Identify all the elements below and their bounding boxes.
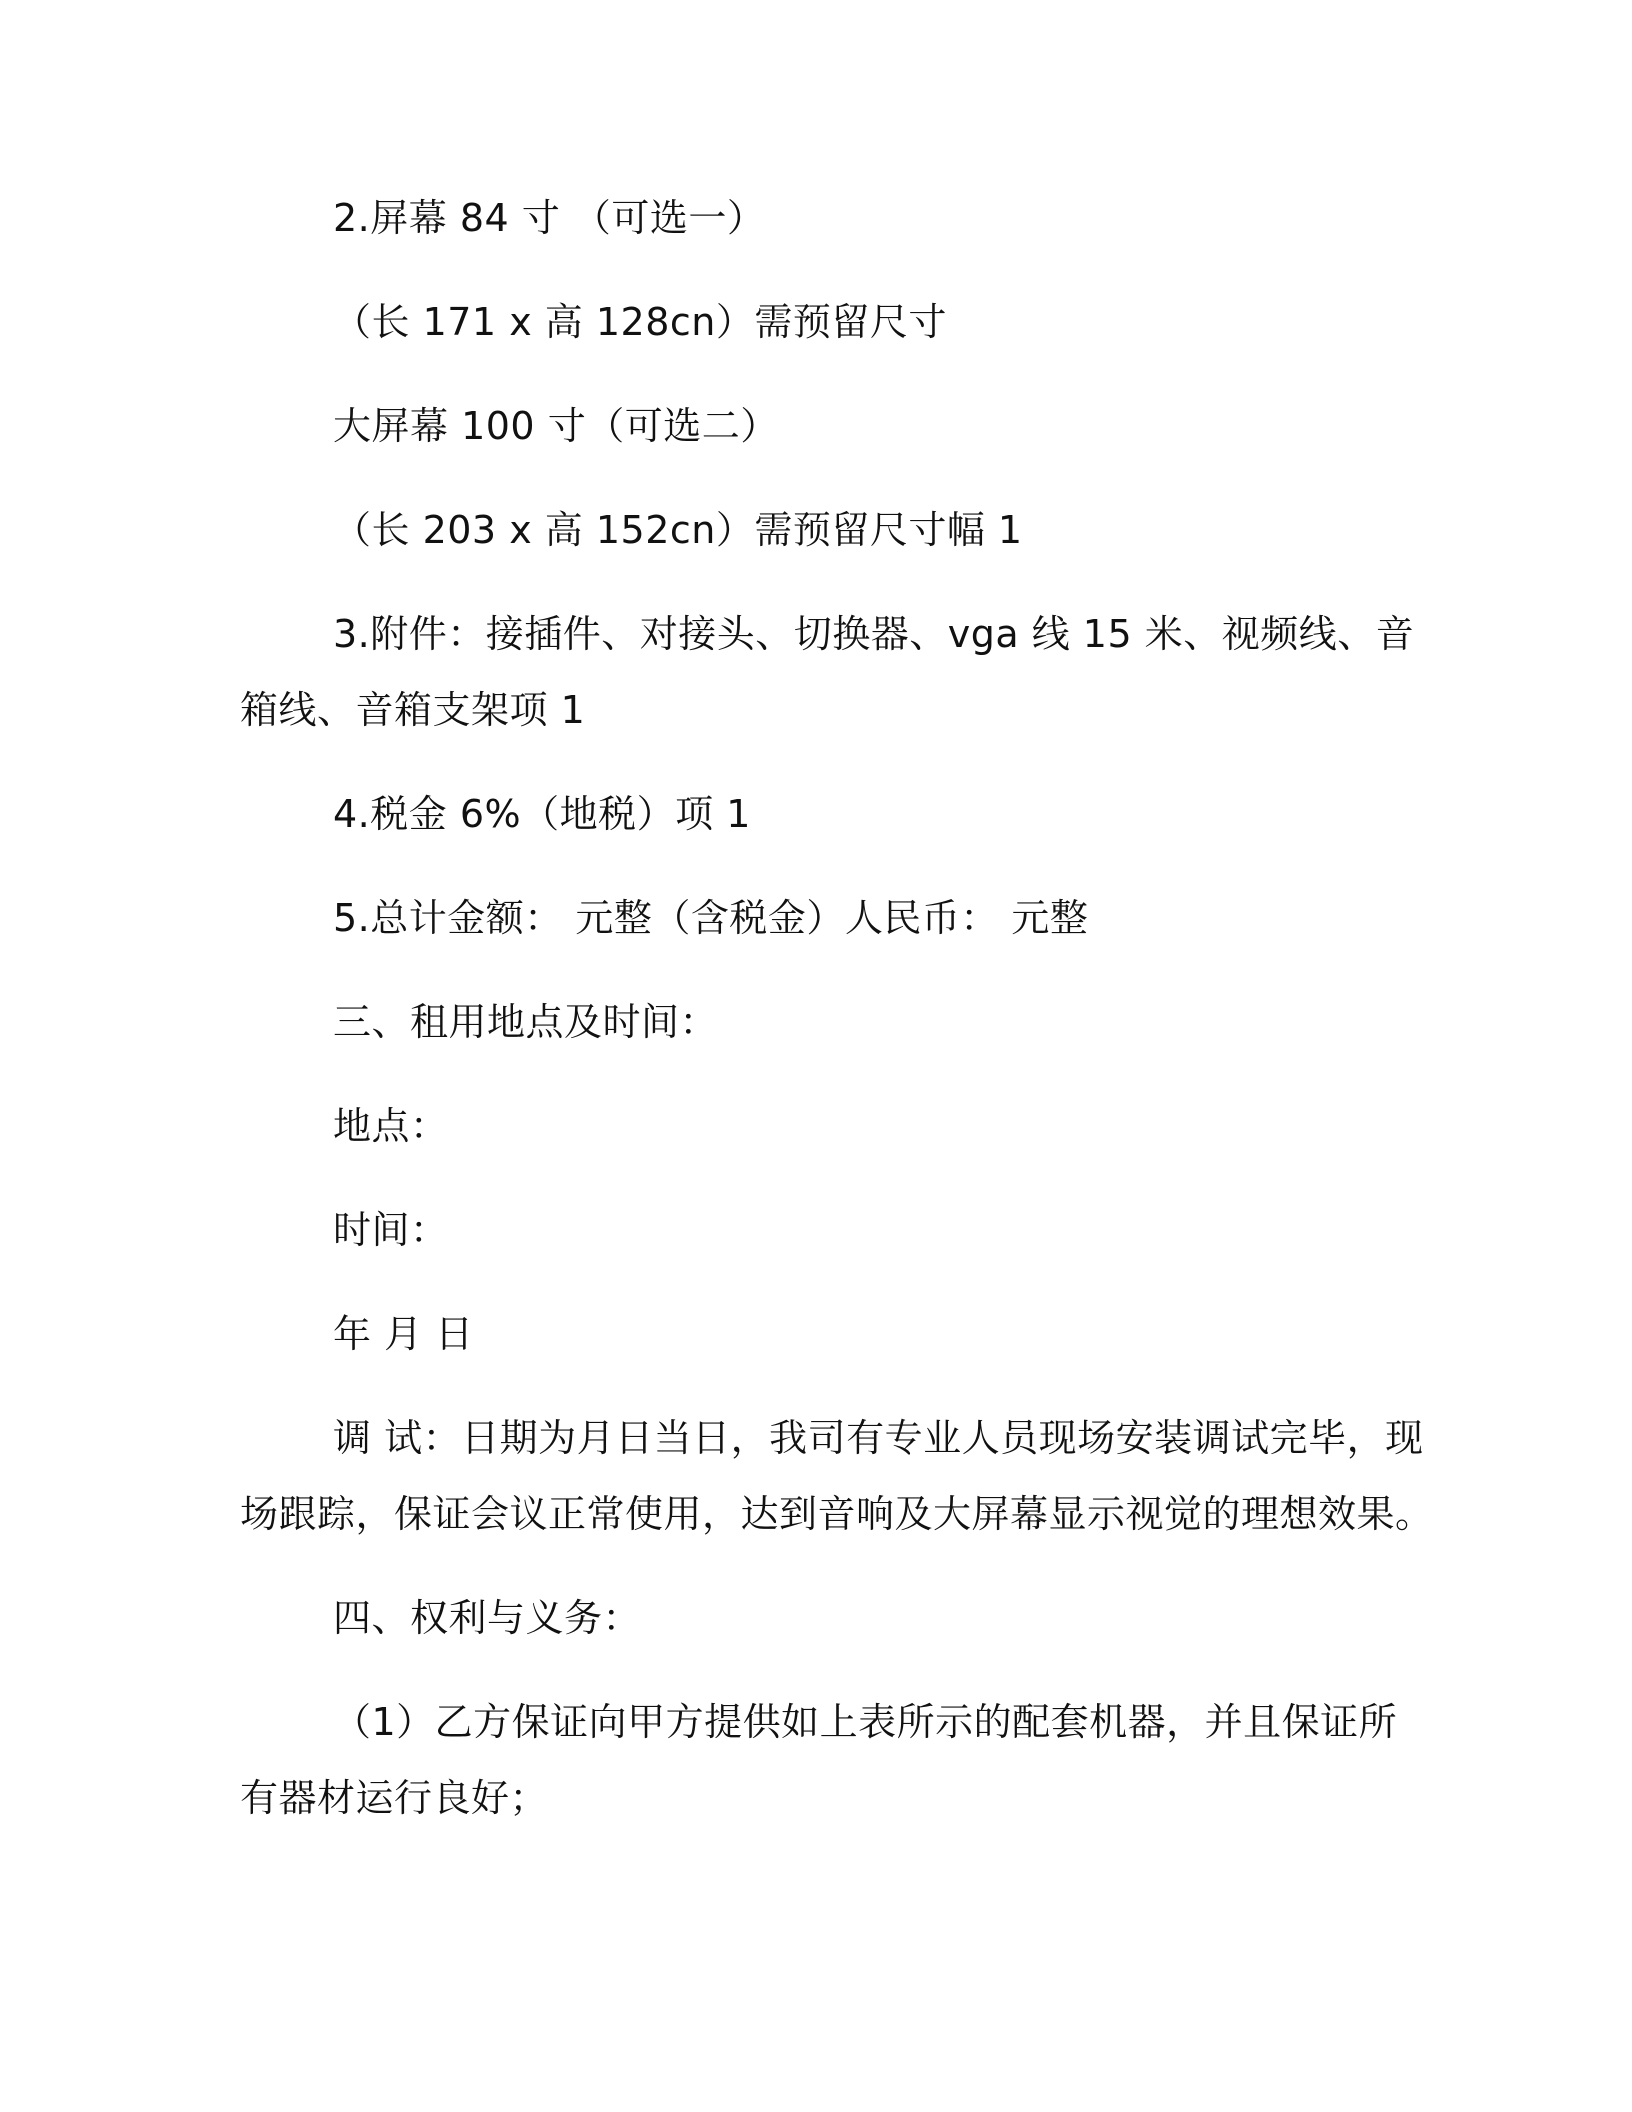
section-3-heading: 三、租用地点及时间： (333, 1000, 719, 1044)
section-4-heading: 四、权利与义务： (333, 1596, 642, 1640)
item-2-size-100: （长 203 x 高 152cn）需预留尺寸幅 1 (333, 508, 1023, 552)
location-label: 地点： (333, 1104, 449, 1148)
item-2-screen-84: 2.屏幕 84 寸 （可选一） (333, 196, 766, 240)
debug-paragraph-line2: 场跟踪，保证会议正常使用，达到音响及大屏幕显示视觉的理想效果。 (240, 1492, 1434, 1536)
clause-1-line2: 有器材运行良好； (240, 1776, 549, 1820)
debug-paragraph-line1: 调 试：日期为月日当日，我司有专业人员现场安装调试完毕，现 (333, 1416, 1424, 1460)
item-3-accessories-line2: 箱线、音箱支架项 1 (240, 688, 586, 732)
item-2-size-84: （长 171 x 高 128cn）需预留尺寸 (333, 300, 947, 344)
clause-1-line1: （1）乙方保证向甲方提供如上表所示的配套机器，并且保证所 (333, 1700, 1398, 1744)
item-2-screen-100: 大屏幕 100 寸（可选二） (333, 404, 779, 448)
item-5-total: 5.总计金额： 元整（含税金）人民币： 元整 (333, 896, 1089, 940)
item-4-tax: 4.税金 6%（地税）项 1 (333, 792, 751, 836)
item-3-accessories-line1: 3.附件：接插件、对接头、切换器、vga 线 15 米、视频线、音 (333, 612, 1415, 656)
time-label: 时间： (333, 1208, 449, 1252)
date-line: 年 月 日 (333, 1312, 474, 1356)
